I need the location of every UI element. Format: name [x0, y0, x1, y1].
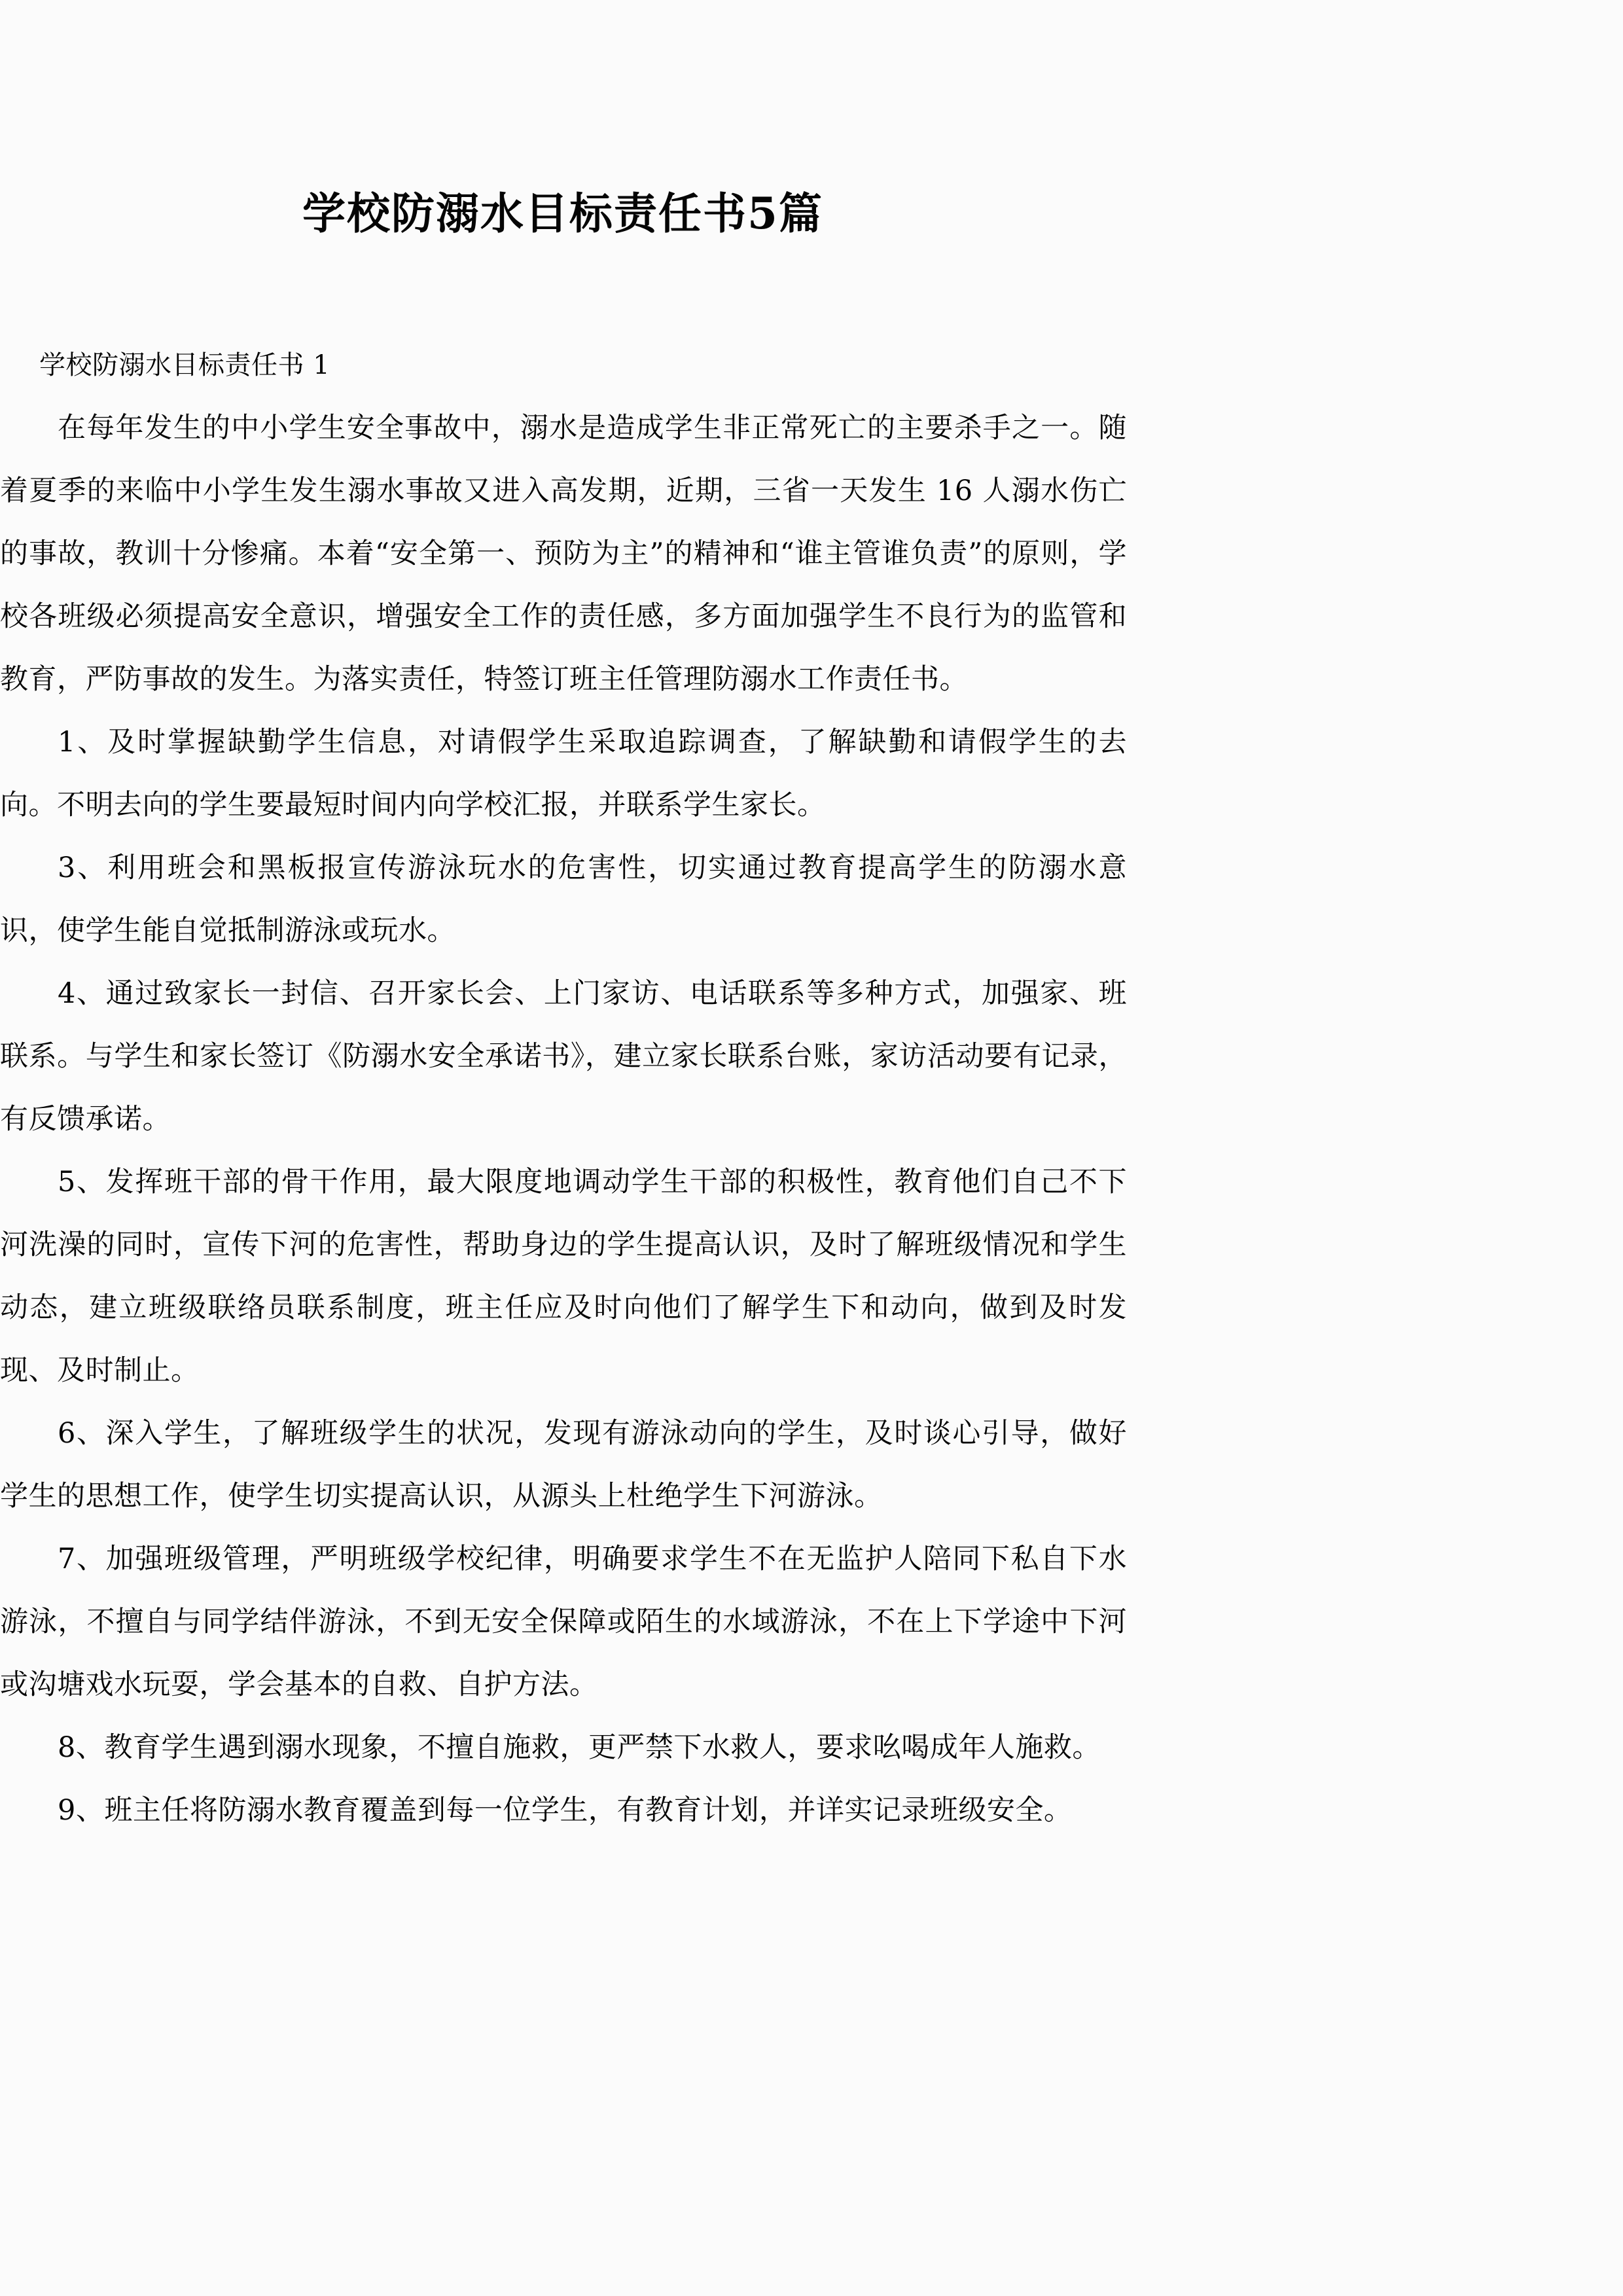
- list-item-6: 6、深入学生，了解班级学生的状况，发现有游泳动向的学生，及时谈心引导，做好学生的思想工作，使学生切实提高认识，从源头上杜绝学生下河游泳。: [0, 1417, 1127, 1513]
- document-body: [0, 334, 1127, 1842]
- section-subtitle: 学校防溺水目标责任书 1: [39, 350, 330, 380]
- page-title: 学校防溺水目标责任书5篇: [302, 188, 823, 239]
- list-item-9: 9、班主任将防溺水教育覆盖到每一位学生，有教育计划，并详实记录班级安全。: [58, 1794, 1073, 1827]
- list-item-1: 1、及时掌握缺勤学生信息，对请假学生采取追踪调查，了解缺勤和请假学生的去向。不明去向的学生要最短时间内向学校汇报，并联系学生家长。: [0, 726, 1127, 821]
- list-item-3: 3、利用班会和黑板报宣传游泳玩水的危害性，切实通过教育提高学生的防溺水意识，使学生能自觉抵制游泳或玩水。: [0, 852, 1127, 947]
- list-item-8: 8、教育学生遇到溺水现象，不擅自施救，更严禁下水救人，要求吆喝成年人施救。: [58, 1731, 1101, 1764]
- list-item-7: 7、加强班级管理，严明班级学校纪律，明确要求学生不在无监护人陪同下私自下水游泳，不擅自与同学结伴游泳，不到无安全保障或陌生的水域游泳，不在上下学途中下河或沟塘戏水玩耍，学会基本的自救、自护方法。: [0, 1543, 1127, 1701]
- paragraph-intro: 在每年发生的中小学生安全事故中，溺水是造成学生非正常死亡的主要杀手之一。随着夏季的来临中小学生发生溺水事故又进入高发期，近期，三省一天发生 16 人溺水伤亡的事故，教训十分惨痛。本着“安全第一、预防为主”的精神和“谁主管谁负责”的原则，学校各班级必须提高安全意识，增强安全工作的责任感，多方面加强学生不良行为的监管和教育，严防事故的发生。为落实责任，特签订班主任管理防溺水工作责任书。: [0, 412, 1127, 696]
- list-item-4: 4、通过致家长一封信、召开家长会、上门家访、电话联系等多种方式，加强家、班联系。与学生和家长签订《防溺水安全承诺书》，建立家长联系台账，家访活动要有记录，有反馈承诺。: [0, 977, 1127, 1136]
- list-item-5: 5、发挥班干部的骨干作用，最大限度地调动学生干部的积极性，教育他们自己不下河洗澡的同时，宣传下河的危害性，帮助身边的学生提高认识，及时了解班级情况和学生动态，建立班级联络员联系制度，班主任应及时向他们了解学生下和动向，做到及时发现、及时制止。: [0, 1166, 1127, 1387]
